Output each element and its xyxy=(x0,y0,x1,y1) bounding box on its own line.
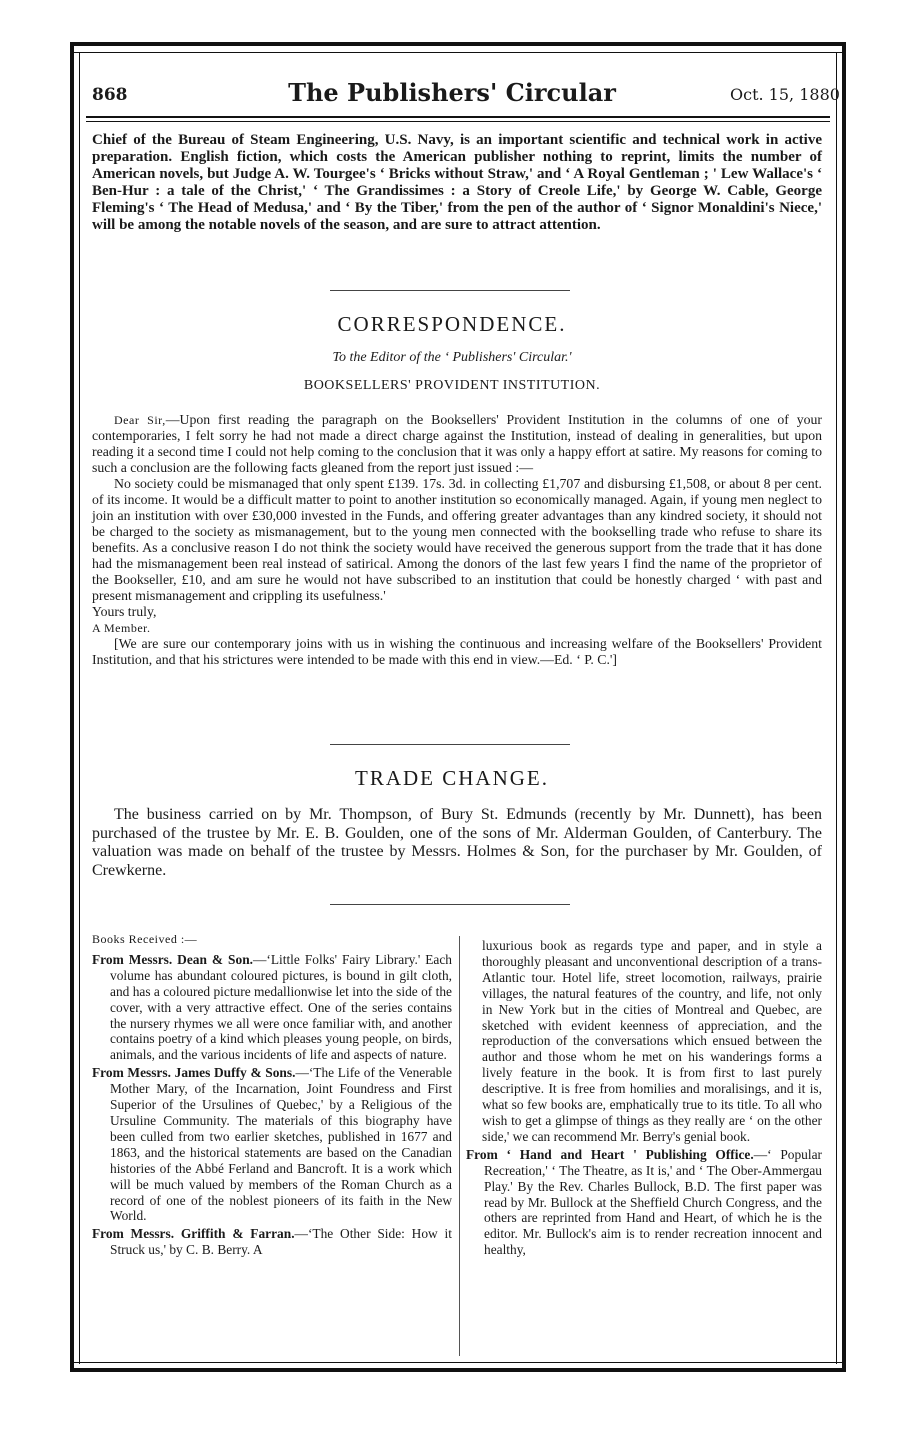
letter-closing: Yours truly, xyxy=(92,604,157,619)
books-received-heading: Books Received :— xyxy=(92,932,198,946)
book-entry: From Messrs. Dean & Son.—‘Little Folks' Fairy Library.' Each volume has abundant coloured pictures, is bound in gilt cloth, and has a coloured picture medallionwise let into the side of the cover, with a very attractive effect. One of the series contains the nursery rhymes we all were once familiar with, and another contains poetry of a kind which pleases young people, on birds, animals, and the various incidents of life and aspects of nature. xyxy=(92,951,452,1063)
salutation: Dear Sir, xyxy=(114,413,166,427)
editor-note: [We are sure our contemporary joins with us in wishing the continuous and increasing welfare of the Booksellers' Provident Institution, and that his strictures were intended to be made with this end in view.—Ed. ‘ P. C.'] xyxy=(92,636,822,667)
section-divider-3 xyxy=(330,904,570,905)
publication-title: The Publishers' Circular xyxy=(288,78,616,107)
books-left-column xyxy=(92,932,452,1260)
book-entry: From Messrs. James Duffy & Sons.—‘The Life of the Venerable Mother Mary, of the Incarnation, Joint Foundress and First Superior of the Ursulines of Quebec,' by a Religious of the Ursuline Community. The materials of this biography have been culled from two earlier sketches, published in 1677 and 1863, and the historical statements are based on the Canadian histories of the Abbé Ferland and Bancroft. It is a work which will be much valued by members of the Roman Church as a record of one of the noblest pioneers of its faith in the New World. xyxy=(92,1065,452,1224)
book-entry-continued: luxurious book as regards type and paper, and in style a thoroughly pleasant and unconventional description of a trans-Atlantic tour. Hotel life, street locomotion, railways, prairie villages, the natural features of the country, and life, not only in New York but in the cities of Montreal and Quebec, are sketched with evident keenness of appreciation, and the reproduction of the conversations which ensued between the author and those whom he met on his wanderings forms a lively feature in the book. It is from first to last purely descriptive. It is free from homilies and moralisings, and it is, what so few books are, emphatically true to its title. To all who wish to get a glimpse of things as they really are ‘ on the other side,' we can recommend Mr. Berry's genial book. xyxy=(482,938,822,1144)
letter-para-1: —Upon first reading the paragraph on the Booksellers' Provident Institution in the columns of one of your contemporaries, I felt sorry he had not made a direct charge against the Institution, instead of dealing in generalities, but upon reading it a second time I could not help coming to the conclusion that it was only a happy effort at satire. My reasons for coming to such a conclusion are the following facts gleaned from the report just issued :— xyxy=(92,412,822,475)
correspondence-to-line: To the Editor of the ‘ Publishers' Circular.' xyxy=(332,350,572,365)
top-rule-thin xyxy=(70,52,846,53)
right-rule xyxy=(842,42,846,1372)
page-number: 868 xyxy=(92,85,128,105)
trade-change-title: TRADE CHANGE. xyxy=(355,766,549,790)
section-divider xyxy=(330,290,570,291)
top-rule xyxy=(70,42,846,46)
issue-date: Oct. 15, 1880 xyxy=(730,85,840,104)
correspondence-title: CORRESPONDENCE. xyxy=(337,312,567,336)
trade-change-text: The business carried on by Mr. Thompson, of Bury St. Edmunds (recently by Mr. Dunnett), has been purchased of the trustee by Mr. E. B. Goulden, one of the sons of Mr. Alderman Goulden, of Canterbury. The valuation was made on behalf of the trustee by Messrs. Holmes & Son, for the purchaser by Mr. Goulden, of Crewkerne. xyxy=(92,806,822,879)
letter-para-2: No society could be mismanaged that only spent £139. 17s. 3d. in collecting £1,707 and disbursing £1,508, or about 8 per cent. of its income. It would be a difficult matter to point to another institution so economically managed. Again, if young men neglect to join an institution with over £30,000 invested in the Funds, and offering greater advantages than any kindred society, it should not be charged to the society as mismanagement, but to the young men connected with the bookselling trade who refuse to share its benefits. As a conclusive reason I do not think the society would have received the generous support from the trade that it has done had the mismanagement been real instead of satirical. Among the donors of the last few years I find the name of the proprietor of the Bookseller, £10, and am sure he would not have subscribed to an institution that could be honestly charged ‘ with past and present mismanagement and crippling its usefulness.' xyxy=(92,476,822,603)
header-rule-thin xyxy=(86,121,830,122)
books-right-column xyxy=(466,938,822,1260)
bottom-rule-thin xyxy=(70,1362,846,1363)
intro-paragraph xyxy=(92,132,822,234)
column-rule xyxy=(459,936,460,1356)
header-rule xyxy=(86,116,830,118)
letter-signature: A Member. xyxy=(92,621,151,635)
trade-change-paragraph xyxy=(92,806,822,880)
section-divider-2 xyxy=(330,744,570,745)
right-rule-thin xyxy=(836,52,837,1364)
intro-text: Chief of the Bureau of Steam Engineering, U.S. Navy, is an important scientific and technical work in active preparation. English fiction, which costs the American publisher nothing to reprint, limits the number of American novels, but Judge A. W. Tourgee's ‘ Bricks without Straw,' and ‘ A Royal Gentleman ; ' Lew Wallace's ‘ Ben-Hur : a tale of the Christ,' ‘ The Grandissimes : a Story of Creole Life,' by George W. Cable, George Fleming's ‘ The Head of Medusa,' and ‘ By the Tiber,' from the pen of the author of ‘ Signor Monaldini's Niece,' will be among the notable novels of the season, and are sure to attract attention. xyxy=(92,132,822,233)
left-rule-thin xyxy=(79,52,80,1364)
correspondence-letter xyxy=(92,412,822,668)
book-entry: From ‘ Hand and Heart ' Publishing Office.—‘ Popular Recreation,' ‘ The Theatre, as It is,' and ‘ The Ober-Ammergau Play.' By the Rev. Charles Bullock, B.D. The first paper was read by Mr. Bullock at the Sheffield Church Congress, and the others are reprinted from Hand and Heart, of which he is the editor. Mr. Bullock's aim is to render recreation innocent and healthy, xyxy=(466,1146,822,1258)
book-entry: From Messrs. Griffith & Farran.—‘The Other Side: How it Struck us,' by C. B. Berry. A xyxy=(92,1226,452,1258)
bottom-rule xyxy=(70,1368,846,1372)
correspondence-subject: BOOKSELLERS' PROVIDENT INSTITUTION. xyxy=(303,378,601,393)
left-rule xyxy=(70,42,74,1372)
